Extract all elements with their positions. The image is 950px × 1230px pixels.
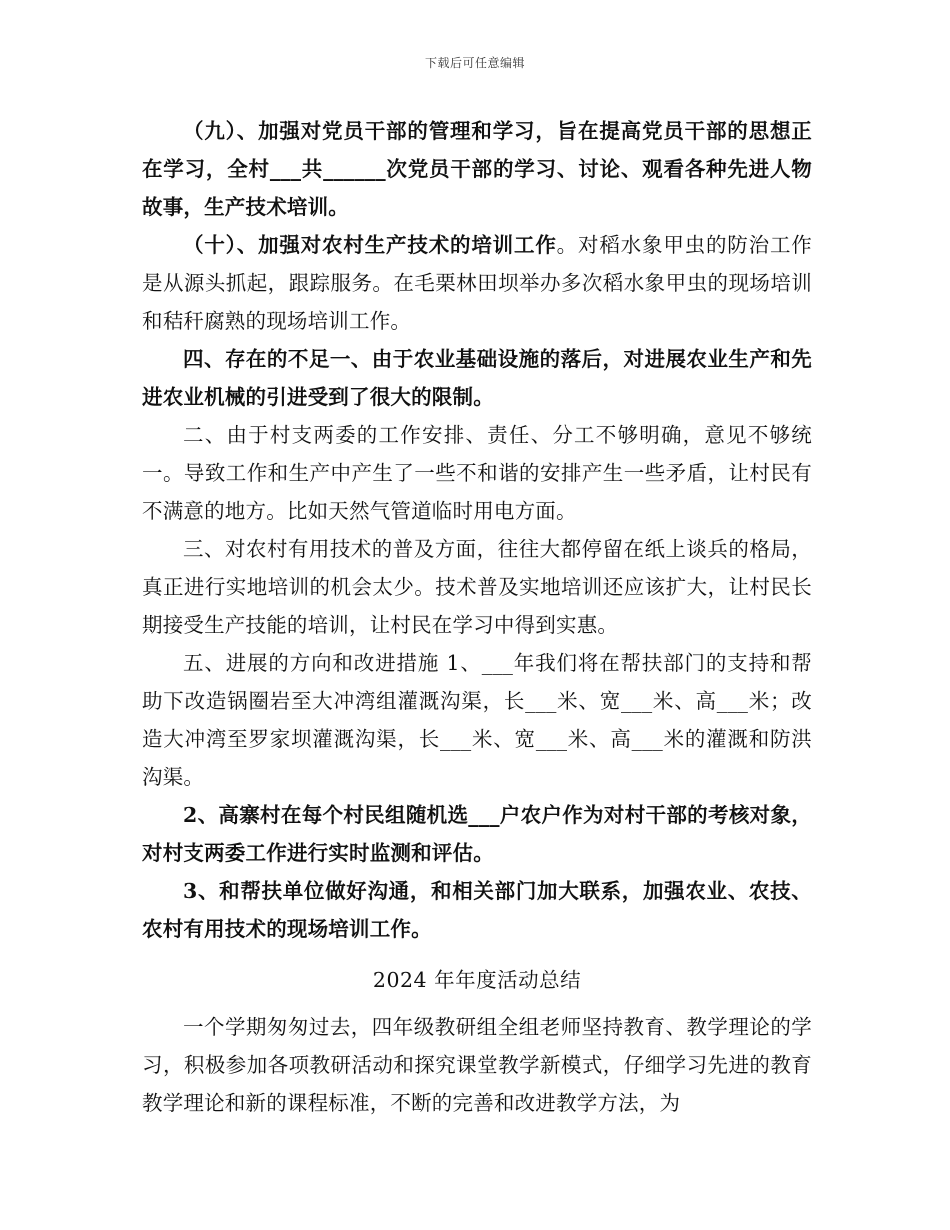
paragraph-improvement-3: 3、和帮扶单位做好沟通，和相关部门加大联系，加强农业、农技、农村有用技术的现场培训工作。 [142,879,812,941]
paragraph-agri-training [142,226,812,340]
paragraph-agri-training-text: 。对稻水象甲虫的防治工作是从源头抓起，跟踪服务。在毛栗林田坝举办多次稻水象甲虫的现场培训和秸秆腐熟的现场培训工作。 [142,233,812,333]
paragraph-agri-training-heading: （十）、加强对农村生产技术的培训工作 [183,233,557,257]
paragraph-improvement-2: 2、高寨村在每个村民组随机选___户农户作为对村干部的考核对象，对村支两委工作进行实时监测和评估。 [142,803,812,865]
page-header-note: 下载后可任意编辑 [424,56,525,70]
paragraph-shortcomings-3: 三、对农村有用技术的普及方面，往往大都停留在纸上谈兵的格局，真正进行实地培训的机会太少。技术普及实地培训还应该扩大，让村民长期接受生产技能的培训，让村民在学习中得到实惠。 [142,537,812,637]
document-body [142,112,812,1122]
paragraph-shortcomings-2: 二、由于村支两委的工作安排、责任、分工不够明确，意见不够统一。导致工作和生产中产生了一些不和谐的安排产生一些矛盾，让村民有不满意的地方。比如天然气管道临时用电方面。 [142,423,812,523]
paragraph-summary-intro: 一个学期匆匆过去，四年级教研组全组老师坚持教育、教学理论的学习，积极参加各项教研活动和探究课堂教学新模式，仔细学习先进的教育教学理论和新的课程标准，不断的完善和改进教学方法，为 [142,1015,812,1115]
section-title: 2024 年年度活动总结 [372,968,582,992]
paragraph-party-training: （九）、加强对党员干部的管理和学习，旨在提高党员干部的思想正在学习，全村___共______次党员干部的学习、讨论、观看各种先进人物故事，生产技术培训。 [142,119,812,219]
paragraph-shortcomings-1: 四、存在的不足一、由于农业基础设施的落后，对进展农业生产和先进农业机械的引进受到了很大的限制。 [142,347,812,409]
paragraph-improvement-1: 五、进展的方向和改进措施 1、___年我们将在帮扶部门的支持和帮助下改造锅圈岩至大冲湾组灌溉沟渠，长___米、宽___米、高___米；改造大冲湾至罗家坝灌溉沟渠，长___米、宽___米、高___米的灌溉和防洪沟渠。 [142,651,812,789]
